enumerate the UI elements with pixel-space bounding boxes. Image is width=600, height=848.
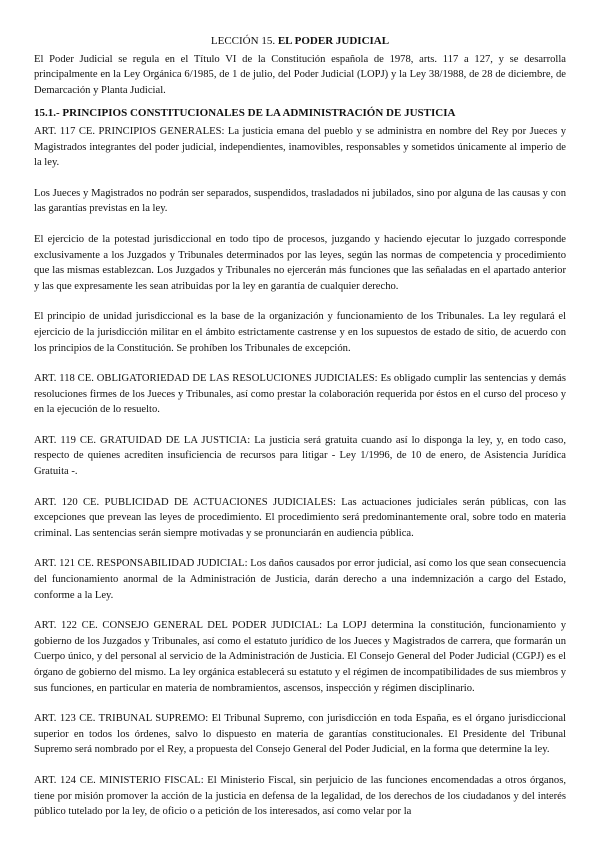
intro-paragraph: El Poder Judicial se regula en el Título VI de la Constitución española de 1978, arts. 117 a 127, y se desarrolla principalmente en la Ley Orgánica 6/1985, de 1 de julio, del Poder Judicial (LOPJ) y la Ley 38/1988, de 28 de diciembre, de Demarcación y Planta Judicial. (34, 53, 566, 96)
section-heading: 15.1.- PRINCIPIOS CONSTITUCIONALES DE LA ADMINISTRACIÓN DE JUSTICIA (34, 107, 456, 120)
document-page (34, 34, 566, 820)
paragraph-art-121: ART. 121 CE. RESPONSABILIDAD JUDICIAL: Los daños causados por error judicial, así como los que sean consecuencia del funcionamiento anormal de la Administración de Justicia, darán derecho a una indemnización a cargo del Estado, conforme a la Ley. (34, 558, 566, 601)
paragraph-judges-tenure: Los Jueces y Magistrados no podrán ser separados, suspendidos, trasladados ni jubilados, sino por alguna de las causas y con las garantías previstas en la ley. (34, 187, 566, 215)
lesson-title (34, 34, 566, 50)
paragraph-jurisdictional-power: El ejercicio de la potestad jurisdiccional en todo tipo de procesos, juzgando y haciendo ejecutar lo juzgado corresponde exclusivamente a los Juzgados y Tribunales determinados por las leyes, según las normas de competencia y procedimiento que las mismas establezcan. Los Juzgados y Tribunales no ejercerán más funciones que las señaladas en el apartado anterior y las que expresamente les sean atribuidas por la ley en garantía de cualquier derecho. (34, 233, 566, 292)
paragraph-art-122: ART. 122 CE. CONSEJO GENERAL DEL PODER JUDICIAL: La LOPJ determina la constitución, funcionamiento y gobierno de los Juzgados y Tribunales, así como el estatuto jurídico de los Jueces y Magistrados de carrera, que formarán un Cuerpo único, y del personal al servicio de la Administración de Justicia. El Consejo General del Poder Judicial (CGPJ) es el órgano de gobierno del mismo. La ley orgánica establecerá su estatuto y el régimen de incompatibilidades de sus miembros y sus funciones, en particular en materia de nombramientos, ascensos, inspección y régimen disciplinario. (34, 620, 566, 694)
paragraph-art-124: ART. 124 CE. MINISTERIO FISCAL: El Ministerio Fiscal, sin perjuicio de las funciones encomendadas a otros órganos, tiene por misión promover la acción de la justicia en defensa de la legalidad, de los derechos de los ciudadanos y del interés público tutelado por la ley, de oficio o a petición de los interesados, así como velar por la (34, 774, 566, 818)
paragraph-art-119: ART. 119 CE. GRATUIDAD DE LA JUSTICIA: La justicia será gratuita cuando así lo disponga la ley, y, en todo caso, respecto de quienes acrediten insuficiencia de recursos para litigar - Ley 1/1996, de 10 de enero, de Asistencia Jurídica Gratuita -. (34, 434, 566, 478)
lesson-title-bold: EL PODER JUDICIAL (277, 35, 390, 47)
paragraph-jurisdictional-unity: El principio de unidad jurisdiccional es la base de la organización y funcionamiento de los Tribunales. La ley regulará el ejercicio de la jurisdicción militar en el ámbito estrictamente castrense y en los supuestos de estado de sitio, de acuerdo con los principios de la Constitución. Se prohíben los Tribunales de excepción. (34, 311, 566, 354)
paragraph-art-118: ART. 118 CE. OBLIGATORIEDAD DE LAS RESOLUCIONES JUDICIALES: Es obligado cumplir las sentencias y demás resoluciones firmes de los Jueces y Tribunales, así como prestar la colaboración requerida por éstos en el curso del proceso y en la ejecución de lo resuelto. (34, 373, 566, 416)
paragraph-art-123: ART. 123 CE. TRIBUNAL SUPREMO: El Tribunal Supremo, con jurisdicción en toda España, es el órgano jurisdiccional superior en todos los órdenes, salvo lo dispuesto en materia de garantías constitucionales. El Presidente del Tribunal Supremo será nombrado por el Rey, a propuesta del Consejo General del Poder Judicial, en la forma que determine la ley. (34, 713, 566, 756)
lesson-title-prefix: LECCIÓN 15. (210, 35, 278, 47)
paragraph-art-117: ART. 117 CE. PRINCIPIOS GENERALES: La justicia emana del pueblo y se administra en nombre del Rey por Jueces y Magistrados integrantes del poder judicial, independientes, inamovibles, responsables y sometidos únicamente al imperio de la ley. (34, 125, 566, 169)
paragraph-art-120: ART. 120 CE. PUBLICIDAD DE ACTUACIONES JUDICIALES: Las actuaciones judiciales serán públicas, con las excepciones que prevean las leyes de procedimiento. El procedimiento será predominantemente oral, sobre todo en materia criminal. Las sentencias serán siempre motivadas y se pronunciarán en audiencia pública. (34, 496, 566, 539)
